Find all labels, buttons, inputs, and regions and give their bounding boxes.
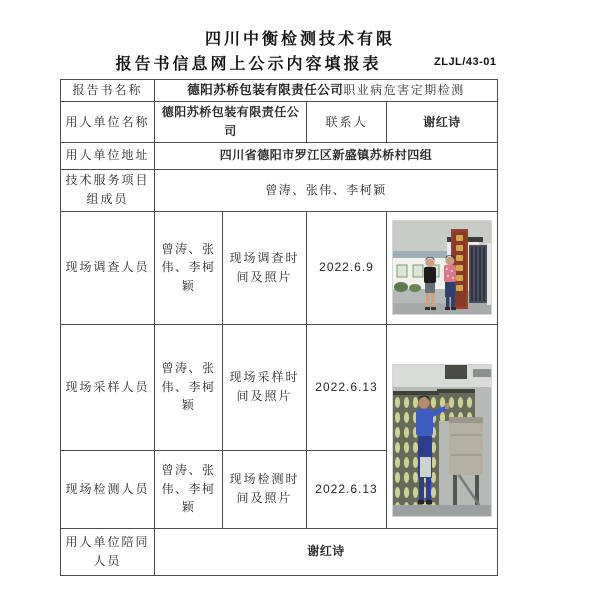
sampling-time-label: 现场采样时间及照片 xyxy=(223,324,307,450)
factory-gate-photo xyxy=(392,220,492,315)
report-info-table xyxy=(60,79,498,576)
service-team-value: 曾涛、张伟、李柯颖 xyxy=(155,169,498,211)
row-sampling xyxy=(61,324,498,450)
page-title-line1: 四川中衡检测技术有限 xyxy=(204,31,395,48)
sampling-label: 现场采样人员 xyxy=(61,324,155,450)
survey-date: 2022.6.9 xyxy=(307,211,387,324)
employer-address-value: 四川省德阳市罗江区新盛镇苏桥村四组 xyxy=(155,142,498,169)
row-report-name xyxy=(61,80,498,102)
testing-time-label: 现场检测时间及照片 xyxy=(223,450,307,528)
sampling-people: 曾涛、张伟、李柯颖 xyxy=(155,324,223,450)
testing-label: 现场检测人员 xyxy=(61,450,155,528)
escort-label: 用人单位陪同人员 xyxy=(61,528,155,575)
workshop-sampling-photo xyxy=(392,364,492,517)
document-code: ZLJL/43-01 xyxy=(434,56,497,68)
report-name-company: 德阳苏桥包装有限责任公司 xyxy=(187,83,344,97)
report-name-rest: 职业病危害定期检测 xyxy=(343,83,465,97)
escort-value: 谢红诗 xyxy=(155,528,498,575)
survey-people: 曾涛、张伟、李柯颖 xyxy=(155,211,223,324)
page-title-line2: 报告书信息网上公示内容填报表 xyxy=(115,56,382,73)
survey-photo-cell xyxy=(387,211,498,324)
contact-label: 联系人 xyxy=(307,102,387,142)
survey-label: 现场调查人员 xyxy=(61,211,155,324)
testing-people: 曾涛、张伟、李柯颖 xyxy=(155,450,223,528)
report-name-value xyxy=(155,80,498,102)
contact-value: 谢红诗 xyxy=(387,102,498,142)
survey-time-label: 现场调查时间及照片 xyxy=(223,211,307,324)
row-employer-address xyxy=(61,142,498,169)
employer-name-value: 德阳苏桥包装有限责任公司 xyxy=(155,102,307,142)
employer-name-label: 用人单位名称 xyxy=(61,102,155,142)
row-escort xyxy=(61,528,498,575)
service-team-label: 技术服务项目组成员 xyxy=(61,169,155,211)
report-name-label: 报告书名称 xyxy=(61,80,155,102)
row-service-team xyxy=(61,169,498,211)
sampling-date: 2022.6.13 xyxy=(307,324,387,450)
workshop-photo-cell xyxy=(387,324,498,528)
employer-address-label: 用人单位地址 xyxy=(61,142,155,169)
row-survey xyxy=(61,211,498,324)
row-employer-name xyxy=(61,102,498,142)
testing-date: 2022.6.13 xyxy=(307,450,387,528)
